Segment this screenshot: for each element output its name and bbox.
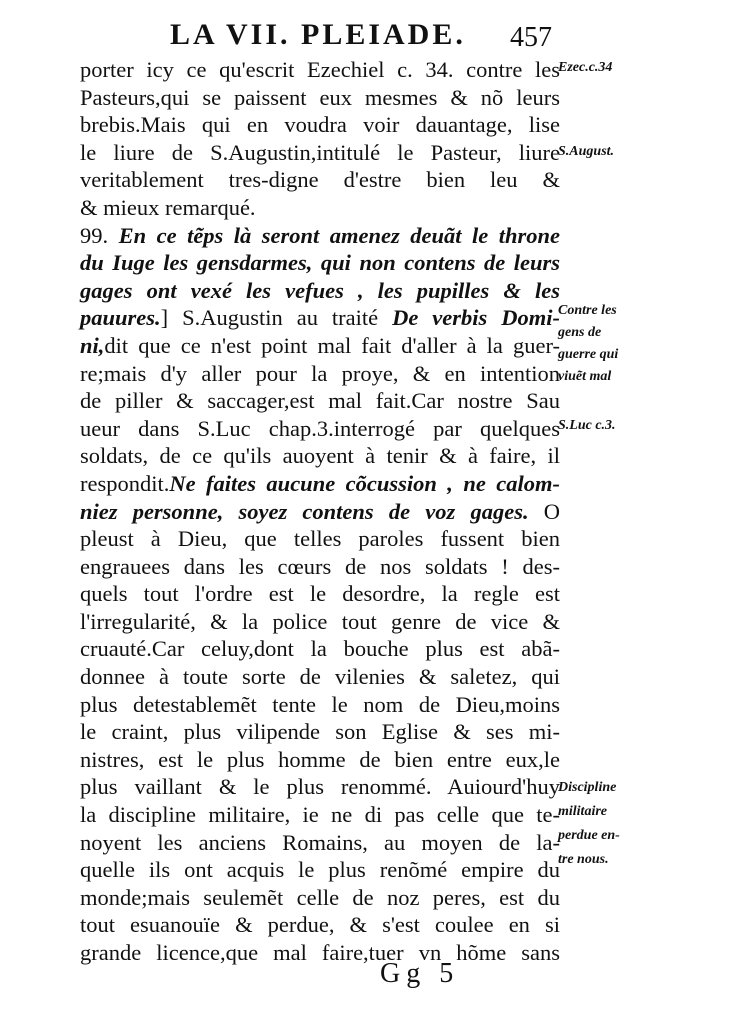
text-segment: veritablement tres-digne d'estre bien leu &	[80, 167, 560, 193]
text-segment: le craint, plus vilipende son Eglise & ses mi-	[80, 719, 560, 745]
italic-text-segment: pauures.	[80, 305, 161, 331]
margin-note-gens-de-guerre	[558, 300, 618, 388]
text-segment: & mieux remarqué.	[80, 194, 256, 220]
text-line	[80, 139, 560, 167]
text-line	[80, 856, 560, 884]
note-line: S.August.	[558, 144, 615, 159]
italic-text-segment: niez personne, soyez contens de voz gages.	[80, 498, 529, 524]
running-head: LA VII. PLEIADE.	[170, 18, 466, 51]
text-line	[80, 498, 560, 526]
text-segment: la discipline militaire, ie ne di pas celle que te-	[80, 802, 560, 828]
text-line	[80, 111, 560, 139]
text-segment: le liure de S.Augustin,intitulé le Pasteur, liure	[80, 139, 560, 165]
text-segment: monde;mais seulemẽt celle de noz peres, est du	[80, 884, 560, 910]
italic-text-segment: ni,	[80, 332, 105, 358]
body-text	[80, 56, 560, 967]
note-line: perdue en-	[558, 828, 620, 843]
note-line: S.Luc c.3.	[558, 418, 616, 433]
text-line	[80, 84, 560, 112]
note-line: guerre qui	[558, 347, 619, 362]
text-line	[80, 608, 560, 636]
text-line	[80, 911, 560, 939]
text-segment: re;mais d'y aller pour la proye, & en intention	[80, 360, 560, 386]
text-segment: O	[528, 498, 561, 524]
margin-note-discipline	[558, 776, 620, 872]
text-line	[80, 691, 560, 719]
note-line: Contre les	[558, 303, 617, 318]
italic-text-segment: En ce tẽps là seront amenez deuãt le throne	[118, 222, 560, 248]
text-line	[80, 580, 560, 608]
italic-text-segment: De verbis Domi-	[392, 305, 560, 331]
signature-mark: Gg 5	[380, 958, 460, 989]
text-line	[80, 773, 560, 801]
text-line	[80, 884, 560, 912]
text-segment: grande licence,que mal faire,tuer vn hõme sans	[80, 940, 560, 965]
note-line: Discipline	[558, 780, 617, 795]
text-segment: noyent les anciens Romains, au moyen de la-	[80, 829, 560, 855]
text-line	[80, 194, 560, 222]
italic-text-segment: gages ont vexé les vefues , les pupilles & les	[80, 277, 560, 303]
text-segment: porter icy ce qu'escrit Ezechiel c. 34. contre les	[80, 57, 560, 82]
text-segment: dit que ce n'est point mal fait d'aller à la guer-	[104, 332, 560, 358]
margin-note-augustin	[558, 144, 614, 160]
note-line: tre nous.	[558, 852, 609, 867]
note-line: Ezec.c.34	[558, 60, 613, 75]
text-line	[80, 939, 560, 967]
text-line	[80, 415, 560, 443]
text-segment: quelle ils ont acquis le plus renõmé empire du	[80, 857, 560, 883]
text-line	[80, 166, 560, 194]
text-segment: ] S.Augustin au traité	[160, 305, 393, 331]
text-line	[80, 718, 560, 746]
italic-text-segment: du Iuge les gensdarmes, qui non contens de leurs	[80, 250, 560, 276]
text-segment: de piller & saccager,est mal fait.Car nostre Sau	[80, 388, 560, 414]
text-segment: respondit.	[80, 470, 170, 496]
text-line	[80, 801, 560, 829]
page-number: 457	[510, 22, 552, 53]
text-segment: l'irregularité, & la police tout genre de vice &	[80, 608, 560, 634]
italic-text-segment: Ne faites aucune cõcussion , ne calom-	[169, 470, 560, 496]
text-line	[80, 746, 560, 774]
text-line	[80, 360, 560, 388]
text-line	[80, 387, 560, 415]
text-segment: nistres, est le plus homme de bien entre eux,le	[80, 746, 560, 772]
text-line	[80, 249, 560, 277]
text-line	[80, 525, 560, 553]
text-line	[80, 332, 560, 360]
note-line: militaire	[558, 804, 607, 819]
text-segment: quels tout l'ordre est le desordre, la regle est	[80, 581, 560, 607]
note-line: viuẽt mal	[558, 369, 612, 384]
text-line	[80, 663, 560, 691]
text-line	[80, 829, 560, 857]
text-segment: ueur dans S.Luc chap.3.interrogé par quelques	[80, 415, 560, 441]
text-line	[80, 442, 560, 470]
text-segment: soldats, de ce qu'ils auoyent à tenir & à faire, il	[80, 443, 560, 469]
margin-note-ezechiel	[558, 60, 612, 76]
text-segment: engrauees dans les cœurs de nos soldats ! des-	[80, 553, 560, 579]
text-segment: cruauté.Car celuy,dont la bouche plus est abã-	[80, 636, 560, 662]
text-segment: tout esuanouïe & perdue, & s'est coulee en si	[80, 912, 560, 938]
text-line	[80, 222, 560, 250]
text-line	[80, 470, 560, 498]
text-line	[80, 635, 560, 663]
margin-note-luc	[558, 418, 616, 434]
text-segment: 99.	[80, 222, 119, 248]
text-segment: plus detestablemẽt tente le nom de Dieu,moins	[80, 691, 560, 717]
text-line	[80, 56, 560, 84]
text-segment: plus vaillant & le plus renommé. Auiourd'huy	[80, 774, 560, 800]
text-line	[80, 553, 560, 581]
note-line: gens de	[558, 325, 602, 340]
text-segment: brebis.Mais qui en voudra voir dauantage, lise	[80, 112, 560, 138]
text-segment: pleust à Dieu, que telles paroles fussent bien	[80, 526, 560, 552]
text-line	[80, 304, 560, 332]
text-segment: Pasteurs,qui se paissent eux mesmes & nõ leurs	[80, 84, 560, 110]
text-line	[80, 277, 560, 305]
text-segment: donnee à toute sorte de vilenies & saletez, qui	[80, 664, 560, 690]
